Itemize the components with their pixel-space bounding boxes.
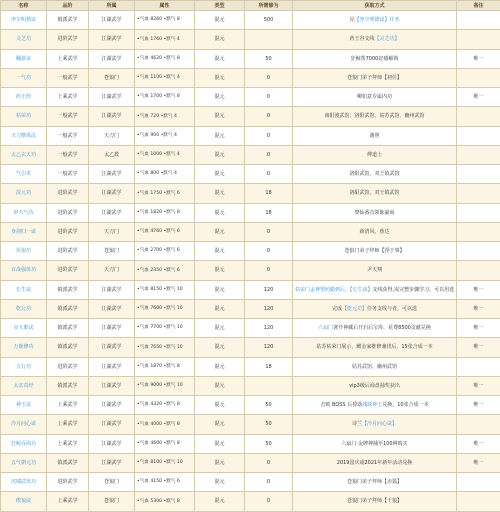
source-text: 击败 BOSS 后掉落 — [320, 402, 362, 408]
type-cell: 混元 — [195, 107, 245, 126]
cultivation-cell: 120 — [245, 280, 293, 299]
table-row — [1, 396, 500, 415]
skill-name-link[interactable]: 天刀横体法 — [1, 126, 47, 145]
note-cell: 唯一 — [457, 88, 500, 107]
attr-cell: •气血 900 •默气 4 — [135, 126, 195, 145]
source-cell — [293, 396, 457, 415]
source-cell — [293, 338, 457, 357]
faction-cell: 江湖武学 — [89, 11, 135, 30]
type-cell: 混元 — [195, 126, 245, 145]
type-cell: 混元 — [195, 49, 245, 68]
attr-cell: •气血 8100 •默气 10 — [135, 453, 195, 472]
skill-name-link[interactable]: 步天歌诀 — [1, 319, 47, 338]
attr-cell: •气血 800 •默气 4 — [135, 165, 195, 184]
source-text: 狂鲸帮7000好感解锁 — [351, 56, 399, 62]
header-type: 类型 — [195, 1, 245, 11]
cultivation-cell: 0 — [245, 165, 293, 184]
attr-cell: •气血 2700 •默气 6 — [135, 242, 195, 261]
note-cell: 唯一 — [457, 49, 500, 68]
cultivation-cell: 0 — [245, 222, 293, 241]
note-cell — [457, 415, 500, 434]
faction-cell: 江湖武学 — [89, 338, 135, 357]
source-text-tail: 兑换，10张合成一本 — [382, 402, 428, 408]
note-cell — [457, 261, 500, 280]
source-text-tail: 支线获得,需完整步骤学习，可以用选 — [373, 287, 455, 293]
type-cell: 混元 — [195, 280, 245, 299]
faction-cell: 苍狼门 — [89, 242, 135, 261]
type-cell: 混元 — [195, 319, 245, 338]
source-text: 洛阳武馆、双王镇武馆 — [349, 171, 399, 177]
table-row — [1, 145, 500, 164]
note-cell: 唯一 — [457, 280, 500, 299]
source-text: 苍狼门弟子拜师【初任】 — [347, 75, 402, 81]
source-cell — [293, 415, 457, 434]
grade-cell: 上乘武学 — [47, 415, 89, 434]
type-cell: 混元 — [195, 396, 245, 415]
table-row — [1, 338, 500, 357]
source-cell — [293, 261, 457, 280]
faction-cell: 苍狼门 — [89, 473, 135, 492]
header-note: 备注 — [457, 1, 500, 11]
source-cell — [293, 49, 457, 68]
faction-cell: 江湖武学 — [89, 88, 135, 107]
faction-cell: 苍狼门 — [89, 492, 135, 511]
type-cell: 混元 — [195, 88, 245, 107]
grade-cell: 进阶武学 — [47, 184, 89, 203]
grade-cell: 镇派武学 — [47, 338, 89, 357]
source-text: 尹天翔 — [367, 267, 382, 273]
type-cell: 混元 — [195, 261, 245, 280]
grade-cell: 一般武学 — [47, 107, 89, 126]
attr-cell: •气血 7650 •默气 10 — [135, 338, 195, 357]
attr-cell: •气血 1820 •默气 8 — [135, 203, 195, 222]
cultivation-cell: 0 — [245, 145, 293, 164]
note-cell — [457, 492, 500, 511]
table-row — [1, 434, 500, 453]
skill-name-link[interactable]: 狂鲸吞海功 — [1, 434, 47, 453]
cultivation-cell: 50 — [245, 415, 293, 434]
table-row — [1, 357, 500, 376]
skill-name-link[interactable]: 伏狼功 — [1, 242, 47, 261]
skill-name-link[interactable]: 长生诀 — [1, 280, 47, 299]
cultivation-cell: 0 — [245, 261, 293, 280]
faction-cell: 江湖武学 — [89, 319, 135, 338]
faction-cell: 江湖武学 — [89, 434, 135, 453]
table-row — [1, 107, 500, 126]
grade-cell: 进阶武学 — [47, 357, 89, 376]
skill-name-link[interactable]: 翻游诀 — [1, 49, 47, 68]
attr-cell: •气血 1100 •默气 4 — [135, 68, 195, 87]
faction-cell: 天刀门 — [89, 261, 135, 280]
attr-cell: •气血 4620 •默气 8 — [135, 49, 195, 68]
cultivation-cell: 50 — [245, 49, 293, 68]
note-cell: 唯一 — [457, 376, 500, 395]
attr-cell: •气血 720 •默气 4 — [135, 107, 195, 126]
source-text: 六扇门·金牌神捕至100网购买 — [341, 441, 407, 447]
source-text: 苍狼门弟子拜师【赤狐】 — [347, 479, 402, 485]
grade-cell: 一般武学 — [47, 165, 89, 184]
skill-name-link[interactable]: 冷月问心诀 — [1, 415, 47, 434]
cultivation-cell: 50 — [245, 434, 293, 453]
grade-cell: 上乘武学 — [47, 88, 89, 107]
note-cell: 唯一 — [457, 319, 500, 338]
note-cell: 唯一 — [457, 453, 500, 472]
cultivation-cell: 0 — [245, 107, 293, 126]
source-text: 姑苏枯荣门展示，麒金家推修兼找后，15张合成一本 — [316, 344, 432, 350]
skill-name-link[interactable]: 百战强体功 — [1, 261, 47, 280]
source-cell — [293, 319, 457, 338]
source-link[interactable]: 六扇门 — [318, 325, 333, 331]
source-text: 见 — [349, 17, 354, 23]
header-faction: 所属 — [89, 1, 135, 11]
table-row — [1, 415, 500, 434]
skill-name-link[interactable]: 太乙玄天功 — [1, 145, 47, 164]
attr-cell: •气血 8260 •默气 8 — [135, 11, 195, 30]
table-row — [1, 184, 500, 203]
header-name: 名称 — [1, 1, 47, 11]
source-text: vip3级后商盘抽奖获出 — [349, 383, 400, 389]
table-header-row — [1, 1, 500, 11]
table-row — [1, 319, 500, 338]
source-text: 黎仙番首领陈豪商 — [354, 210, 394, 216]
table-row — [1, 242, 500, 261]
attr-cell: •气血 5300 •默气 8 — [135, 492, 195, 511]
table-row — [1, 376, 500, 395]
source-cell — [293, 30, 457, 49]
skill-name-link[interactable]: 药王经 — [1, 88, 47, 107]
note-cell: 唯一 — [457, 434, 500, 453]
grade-cell: 上乘武学 — [47, 396, 89, 415]
faction-cell: 江湖武学 — [89, 453, 135, 472]
source-text: 苍狼门弟子拜师【浮于事】 — [344, 248, 404, 254]
source-link[interactable]: 【灵芝功】 — [375, 36, 400, 42]
attr-cell: •气血 1700 •默气 8 — [135, 88, 195, 107]
skill-name-link[interactable]: 神玉诀 — [1, 396, 47, 415]
source-link[interactable]: 枯荣门孟神塑药勤到后，【长生诀】 — [295, 287, 373, 293]
attr-cell: •气血 4000 •默气 8 — [135, 415, 195, 434]
type-cell: 混元 — [195, 357, 245, 376]
skill-name-link[interactable]: 五气朝元功 — [1, 453, 47, 472]
skill-name-link[interactable]: 净尘明德诀 — [1, 11, 47, 30]
table-row — [1, 126, 500, 145]
table-row — [1, 261, 500, 280]
type-cell: 混元 — [195, 242, 245, 261]
header-grade: 品阶 — [47, 1, 89, 11]
faction-cell: 江湖武学 — [89, 357, 135, 376]
grade-cell: 镇派武学 — [47, 453, 89, 472]
skill-name-link[interactable]: 灵芝功 — [1, 30, 47, 49]
source-text: 洛阳武馆、双王镇武馆 — [349, 190, 399, 196]
header-cultivation: 所需修为 — [245, 1, 293, 11]
type-cell: 混元 — [195, 184, 245, 203]
source-text-tail: 任务支线与者，可以选 — [367, 306, 417, 312]
cultivation-cell: 0 — [245, 88, 293, 107]
faction-cell: 江湖武学 — [89, 396, 135, 415]
type-cell: 混元 — [195, 376, 245, 395]
cultivation-cell: 0 — [245, 473, 293, 492]
type-cell: 混元 — [195, 222, 245, 241]
table-row — [1, 68, 500, 87]
skill-name-link[interactable]: 屏天气功 — [1, 203, 47, 222]
source-cell — [293, 165, 457, 184]
source-cell — [293, 280, 457, 299]
source-cell — [293, 203, 457, 222]
source-cell — [293, 376, 457, 395]
faction-cell: 江湖武学 — [89, 299, 135, 318]
grade-cell: 进阶武学 — [47, 222, 89, 241]
table-row — [1, 453, 500, 472]
table-row — [1, 30, 500, 49]
grade-cell: 一般武学 — [47, 145, 89, 164]
skill-name-link[interactable]: 枯荣功 — [1, 107, 47, 126]
grade-cell: 进阶武学 — [47, 30, 89, 49]
note-cell — [457, 203, 500, 222]
table-row — [1, 165, 500, 184]
faction-cell: 苍狼门 — [89, 68, 135, 87]
table-row — [1, 473, 500, 492]
type-cell: 混元 — [195, 473, 245, 492]
source-text: 柳如意专属内功 — [357, 94, 392, 100]
type-cell: 混元 — [195, 68, 245, 87]
skill-name-link[interactable]: 乾元功 — [1, 299, 47, 318]
header-attr: 属性 — [135, 1, 195, 11]
attr-cell: •气血 1870 •默气 8 — [135, 357, 195, 376]
attr-cell: •气血 1760 •默气 4 — [135, 30, 195, 49]
cultivation-cell — [245, 30, 293, 49]
source-cell — [293, 242, 457, 261]
table-row — [1, 299, 500, 318]
source-link[interactable]: 【净尘明德诀】任务 — [355, 17, 400, 23]
cultivation-cell: 18 — [245, 184, 293, 203]
source-cell — [293, 222, 457, 241]
attr-cell: •气血 4760 •默气 6 — [135, 222, 195, 241]
attr-cell: •气血 7700 •默气 10 — [135, 319, 195, 338]
attr-cell: •气血 4320 •默气 8 — [135, 396, 195, 415]
note-cell — [457, 11, 500, 30]
table-row — [1, 49, 500, 68]
attr-cell: •气血 1750 •默气 6 — [135, 184, 195, 203]
note-cell: 唯一 — [457, 396, 500, 415]
attr-cell: •气血 8150 •默气 10 — [135, 280, 195, 299]
grade-cell: 一般武学 — [47, 68, 89, 87]
table-row — [1, 492, 500, 511]
table-row — [1, 222, 500, 241]
source-cell — [293, 453, 457, 472]
grade-cell: 上乘武学 — [47, 492, 89, 511]
type-cell: 混元 — [195, 11, 245, 30]
source-cell — [293, 126, 457, 145]
skill-name-link[interactable]: 混元功 — [1, 184, 47, 203]
source-link[interactable]: 【乾元功】 — [342, 306, 367, 312]
cultivation-cell: 120 — [245, 319, 293, 338]
skill-name-link[interactable]: 万鹿修功 — [1, 338, 47, 357]
source-cell — [293, 473, 457, 492]
faction-cell: 太乙教 — [89, 145, 135, 164]
type-cell: 混元 — [195, 338, 245, 357]
table-row — [1, 280, 500, 299]
source-text: 傅道士 — [367, 152, 382, 158]
source-text: 南阳渡武馆、洛阳武馆、姑苏武馆、幽州武馆 — [324, 113, 424, 119]
cultivation-cell: 0 — [245, 453, 293, 472]
source-cell — [293, 11, 457, 30]
skill-name-link[interactable]: 虎啸武侠功 — [1, 473, 47, 492]
source-cell — [293, 299, 457, 318]
cultivation-cell: 0 — [245, 492, 293, 511]
faction-cell: 江湖武学 — [89, 184, 135, 203]
grade-cell: 一般武学 — [47, 126, 89, 145]
grade-cell: 进阶武学 — [47, 242, 89, 261]
attr-cell: •气血 7600 •默气 10 — [135, 299, 195, 318]
attr-cell: •气血 9000 •默气 10 — [135, 376, 195, 395]
attr-cell: •气血 1000 •默气 4 — [135, 145, 195, 164]
source-text-tail: 署开神藏后开启后宝库，花费8500贡献兑换 — [333, 325, 431, 331]
source-link[interactable]: 【冷月问心诀】 — [362, 421, 397, 427]
attr-cell: •气血 4600 •默气 8 — [135, 434, 195, 453]
source-cell — [293, 492, 457, 511]
cultivation-cell — [245, 376, 293, 395]
grade-cell: 镇派武学 — [47, 376, 89, 395]
type-cell: 混元 — [195, 145, 245, 164]
note-cell — [457, 165, 500, 184]
faction-cell: 江湖武学 — [89, 107, 135, 126]
type-cell: 混元 — [195, 203, 245, 222]
skill-name-link[interactable]: 五行功 — [1, 357, 47, 376]
grade-cell: 进阶武学 — [47, 261, 89, 280]
skill-name-link[interactable]: 气引术 — [1, 165, 47, 184]
type-cell: 混元 — [195, 415, 245, 434]
table-row — [1, 11, 500, 30]
cultivation-cell: 0 — [245, 68, 293, 87]
header-source: 获取方式 — [293, 1, 457, 11]
source-cell — [293, 434, 457, 453]
note-cell — [457, 242, 500, 261]
source-text: 谢照 — [369, 133, 379, 139]
type-cell: 混元 — [195, 492, 245, 511]
source-cell — [293, 68, 457, 87]
source-text: 苍狼门弟子拜师【千狼】 — [347, 498, 402, 504]
cultivation-cell: 0 — [245, 242, 293, 261]
source-text: 2019国庆或2021年新年活动兑换 — [337, 460, 412, 466]
faction-cell: 江湖武学 — [89, 203, 135, 222]
type-cell: 混元 — [195, 299, 245, 318]
skill-name-link[interactable]: 傲狼诀 — [1, 492, 47, 511]
faction-cell: 江湖武学 — [89, 30, 135, 49]
source-text: 姑苏武馆、幽州武馆 — [352, 364, 397, 370]
table-row — [1, 88, 500, 107]
type-cell: 混元 — [195, 434, 245, 453]
type-cell: 混元 — [195, 165, 245, 184]
attr-cell: •气血 2350 •默气 6 — [135, 261, 195, 280]
note-cell — [457, 222, 500, 241]
note-cell — [457, 68, 500, 87]
note-cell — [457, 184, 500, 203]
table-row — [1, 203, 500, 222]
note-cell — [457, 357, 500, 376]
source-text: 完成 — [332, 306, 342, 312]
source-cell — [293, 88, 457, 107]
source-cell — [293, 357, 457, 376]
note-cell: 唯一 — [457, 299, 500, 318]
faction-cell: 天刀门 — [89, 222, 135, 241]
note-cell — [457, 30, 500, 49]
skill-name-link[interactable]: 太玄真经 — [1, 376, 47, 395]
source-text: 诗兰 — [352, 421, 362, 427]
grade-cell: 进阶武学 — [47, 473, 89, 492]
cultivation-cell: 50 — [245, 396, 293, 415]
grade-cell: 镇派武学 — [47, 319, 89, 338]
grade-cell: 上乘武学 — [47, 434, 89, 453]
attr-cell: •气血 4150 •默气 6 — [135, 473, 195, 492]
source-cell — [293, 184, 457, 203]
note-cell: 唯一 — [457, 338, 500, 357]
cultivation-cell: 18 — [245, 357, 293, 376]
grade-cell: 镇派武学 — [47, 280, 89, 299]
grade-cell: 进阶武学 — [47, 203, 89, 222]
source-cell — [293, 145, 457, 164]
faction-cell: 江湖武学 — [89, 49, 135, 68]
grade-cell: 上乘武学 — [47, 49, 89, 68]
note-cell — [457, 473, 500, 492]
faction-cell: 江湖武学 — [89, 280, 135, 299]
faction-cell: 天刀门 — [89, 126, 135, 145]
cultivation-cell: 120 — [245, 338, 293, 357]
cultivation-cell: 18 — [245, 203, 293, 222]
type-cell: 混元 — [195, 30, 245, 49]
note-cell — [457, 107, 500, 126]
source-cell — [293, 107, 457, 126]
cultivation-cell: 120 — [245, 299, 293, 318]
faction-cell: 江湖武学 — [89, 415, 135, 434]
faction-cell: 江湖武学 — [89, 165, 135, 184]
source-text: 药王谷支线 — [349, 36, 374, 42]
note-cell — [457, 126, 500, 145]
cultivation-cell: 500 — [245, 11, 293, 30]
faction-cell: 江湖武学 — [89, 376, 135, 395]
cultivation-cell: 0 — [245, 126, 293, 145]
source-link[interactable]: 残缺神玉 — [362, 402, 382, 408]
grade-cell: 镇派武学 — [47, 299, 89, 318]
type-cell: 混元 — [195, 453, 245, 472]
source-text: 薛清风、蕉达 — [359, 229, 389, 235]
skill-name-link[interactable]: 一气功 — [1, 68, 47, 87]
skill-name-link[interactable]: 身剑归一诀 — [1, 222, 47, 241]
grade-cell: 镇派武学 — [47, 11, 89, 30]
note-cell — [457, 145, 500, 164]
